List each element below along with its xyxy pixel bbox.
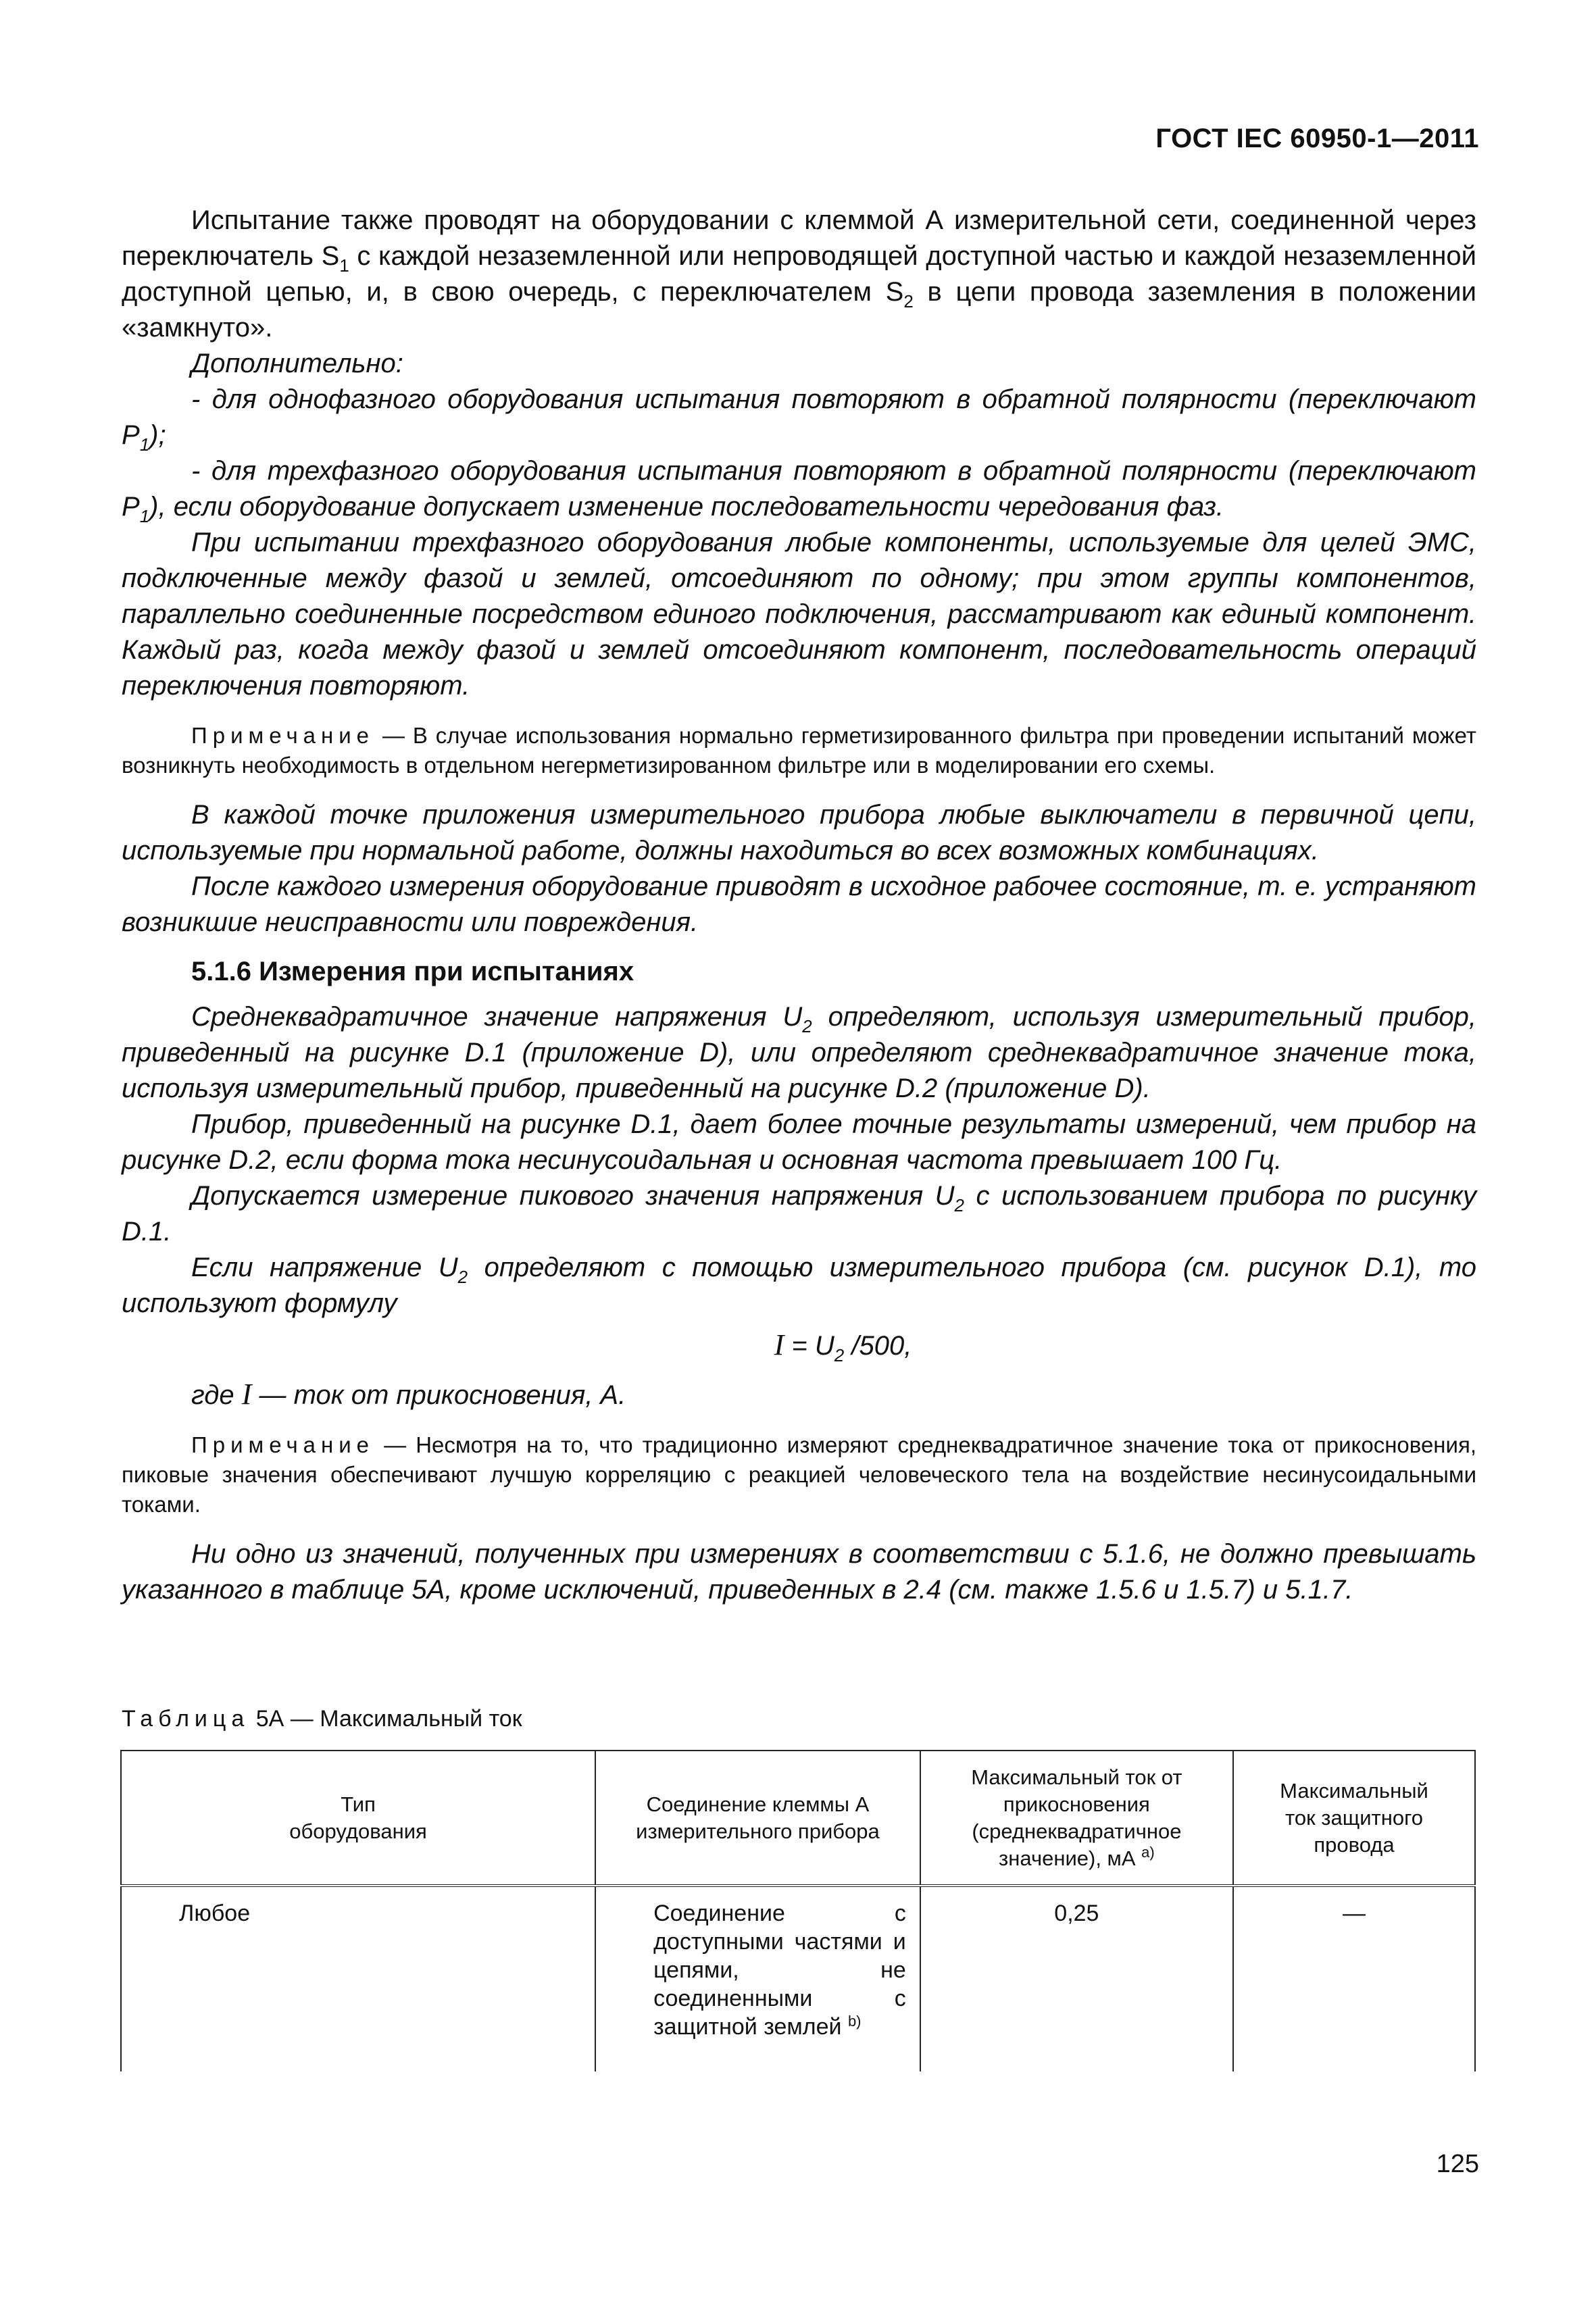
cell-max-protective-current: — <box>1233 1886 1475 2071</box>
header-terminal-connection: Соединение клеммы А измерительного прибора <box>595 1751 920 1886</box>
intro-paragraph-three-phase: При испытании трехфазного оборудования любые компоненты, используемые для целей ЭМС, подключенные между фазой и землей, отсоединяют по одному; при этом группы компонентов, параллельно соединенные посредством единого подключения, рассматривают как единый компонент. Каждый раз, когда между фазой и землей отсоединяют компонент, последовательность операций переключения повторяют. <box>122 528 1476 701</box>
section-title: 5.1.6 Измерения при испытаниях <box>191 957 634 986</box>
body-text <box>122 203 1476 1608</box>
header-equipment-type: Тип оборудования <box>121 1751 595 1886</box>
formula: $I = U_2$ /500, <box>774 1328 912 1365</box>
formula-where: где I — ток от прикосновения, А. <box>191 1378 626 1411</box>
table-header-row <box>121 1751 1475 1886</box>
paragraph-switch-combinations: В каждой точке приложения измерительного прибора любые выключатели в первичной цепи, используемые при нормальной работе, должны находиться во всех возможных комбинациях. <box>122 800 1476 865</box>
cell-terminal-connection: Соединение с доступными частями и цепями, не соединенными с защитной землей $^{b)}$ <box>595 1886 920 2071</box>
table-row <box>121 1886 1475 2071</box>
note-label: Примечание <box>191 1432 375 1457</box>
note-1: Примечание — В случае использования нормально герметизированного фильтра при проведении испытаний может возникнуть необходимость в отдельном негерметизированном фильтре или в моделировании его схемы. <box>122 723 1476 778</box>
note-label: Примечание <box>191 723 375 748</box>
intro-list-item-1: - для однофазного оборудования испытания повторяют в обратной полярности (переключают $P_1$); <box>122 384 1476 455</box>
section-paragraph-2: Прибор, приведенный на рисунке D.1, дает более точные результаты измерений, чем прибор на рисунке D.2, если форма тока несинусоидальная и основная частота превышает 100 Гц. <box>122 1109 1476 1175</box>
header-max-touch-current: Максимальный ток от прикосновения (среднеквадратичное значение), мА $^{a)}$ <box>920 1751 1233 1886</box>
standard-header: ГОСТ IEC 60950-1—2011 <box>1155 124 1479 153</box>
header-max-protective-current: Максимальный ток защитного провода <box>1233 1751 1475 1886</box>
intro-list-item-2: - для трехфазного оборудования испытания повторяют в обратной полярности (переключают $P_1$), если оборудование допускает изменение последовательности чередования фаз. <box>122 456 1476 526</box>
cell-equipment-type: Любое <box>121 1886 595 2071</box>
paragraph-restore-state: После каждого измерения оборудование приводят в исходное рабочее состояние, т. е. устраняют возникшие неисправности или повреждения. <box>122 872 1476 937</box>
section-paragraph-3: Допускается измерение пикового значения напряжения $U_2$ с использованием прибора по рисунку D.1. <box>122 1181 1476 1247</box>
intro-paragraph-additionally: Дополнительно: <box>191 349 403 378</box>
intro-paragraph-1: Испытание также проводят на оборудовании с клеммой А измерительной сети, соединенной через переключатель $S_1$ с каждой незаземленной или непроводящей доступной частью и каждой незаземленной доступной цепью, и, в свою очередь, с переключателем $S_2$ в цепи провода заземления в положении «замкнуто». <box>122 205 1477 343</box>
page-number: 125 <box>1436 2150 1479 2178</box>
section-paragraph-1: Среднеквадратичное значение напряжения $U_2$ определяют, используя измерительный прибор, приведенный на рисунке D.1 (приложение D), или определяют среднеквадратичное значение тока, используя измерительный прибор, приведенный на рисунке D.2 (приложение D). <box>122 1002 1476 1103</box>
section-paragraph-4: Если напряжение $U_2$ определяют с помощью измерительного прибора (см. рисунок D.1), то используют формулу <box>122 1253 1477 1318</box>
table-caption: Таблица 5А — Максимальный ток <box>122 1706 522 1732</box>
note-2: Примечание — Несмотря на то, что традиционно измеряют среднеквадратичное значение тока от прикосновения, пиковые значения обеспечивают лучшую корреляцию с реакцией человеческого тела на воздействие несинусоидальными токами. <box>122 1432 1476 1517</box>
cell-max-touch-current: 0,25 <box>920 1886 1233 2071</box>
max-current-table <box>120 1750 1476 2071</box>
final-paragraph: Ни одно из значений, полученных при измерениях в соответствии с 5.1.6, не должно превышать указанного в таблице 5А, кроме исключений, приведенных в 2.4 (см. также 1.5.6 и 1.5.7) и 5.1.7. <box>122 1539 1476 1605</box>
